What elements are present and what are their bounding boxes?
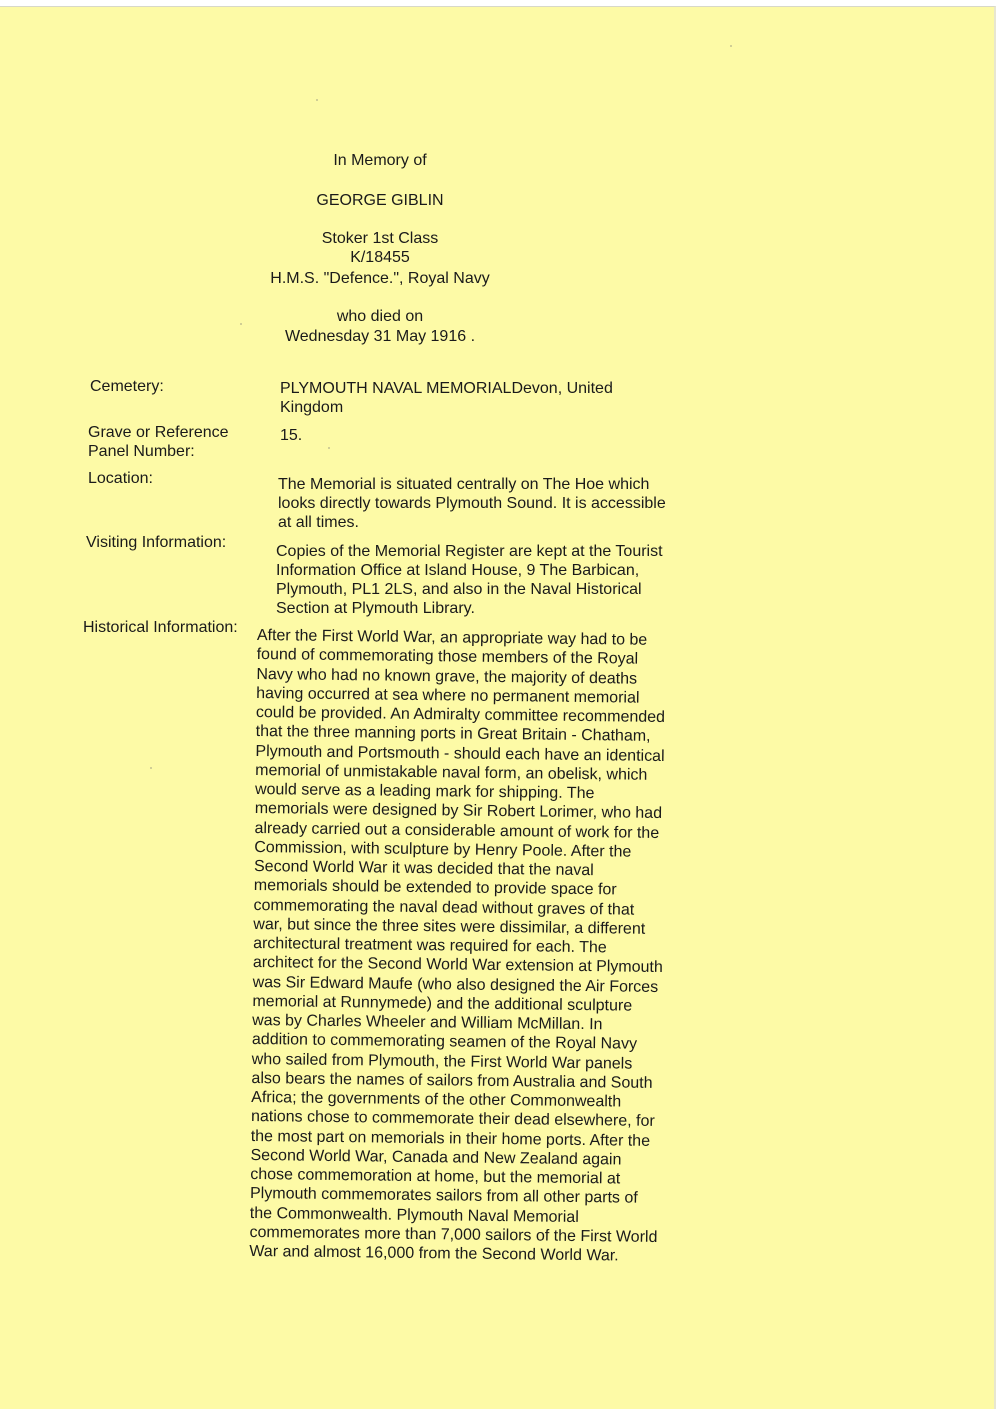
died-label: who died on (336, 308, 424, 325)
location-label: Location: (88, 470, 153, 487)
memorial-intro: In Memory of (333, 152, 427, 169)
visiting-information-value: Copies of the Memorial Register are kept at the Tourist Information Office at Island House, 9 The Barbican, Plymouth, PL1 2LS, and also in the Naval Historical Section at Plymouth Library. (276, 543, 663, 617)
cemetery-label: Cemetery: (90, 378, 164, 395)
scan-speck (730, 45, 732, 47)
casualty-name: GEORGE GIBLIN (316, 192, 444, 209)
scanned-page (0, 6, 996, 1409)
scan-speck (328, 447, 330, 449)
visiting-information-label: Visiting Information: (86, 534, 227, 551)
cemetery-value: PLYMOUTH NAVAL MEMORIALDevon, United Kingdom (280, 380, 613, 416)
location-value: The Memorial is situated centrally on The Hoe which looks directly towards Plymouth Sound. It is accessible at all times. (278, 476, 666, 531)
scan-speck (316, 99, 318, 101)
casualty-unit: H.M.S. "Defence.", Royal Navy (270, 270, 490, 287)
grave-reference-value: 15. (280, 427, 303, 444)
historical-information-label: Historical Information: (83, 619, 238, 636)
date-of-death: Wednesday 31 May 1916 . (284, 328, 476, 345)
grave-reference-label: Grave or Reference Panel Number: (88, 424, 229, 460)
casualty-rank: Stoker 1st Class (321, 230, 439, 247)
service-number: K/18455 (350, 249, 410, 266)
historical-information-value: After the First World War, an appropriate way had to be found of commemorating those members of the Royal Navy who had no known grave, the majority of deaths having occurred at sea where no permanent memorial could be provided. An Admiralty committee recommended that the three manning ports in Great Britain - Chatham, Plymouth and Portsmouth - should each have an identical memorial of unmistakable naval form, an obelisk, which would serve as a leading mark for shipping. The memorials were designed by Sir Robert Lorimer, who had already carried out a considerable amount of work for the Commission, with sculpture by Henry Poole. After the Second World War it was decided that the naval memorials should be extended to provide space for commemorating the naval dead without graves of that war, but since the three sites were dissimilar, a different architectural treatment was required for each. The architect for the Second World War extension at Plymouth was Sir Edward Maufe (who also designed the Air Forces memorial at Runnymede) and the additional sculpture was by Charles Wheeler and William McMillan. In addition to commemorating seamen of the Royal Navy who sailed from Plymouth, the First World War panels also bears the names of sailors from Australia and South Africa; the governments of the other Commonwealth nations chose to commemorate their dead elsewhere, for the most part on memorials in their home ports. After the Second World War, Canada and New Zealand again chose commemoration at home, but the memorial at Plymouth commemorates sailors from all other parts of the Commonwealth. Plymouth Naval Memorial commemorates more than 7,000 sailors of the First World War and almost 16,000 from the Second World War. (249, 626, 666, 1265)
scan-speck (150, 767, 152, 769)
